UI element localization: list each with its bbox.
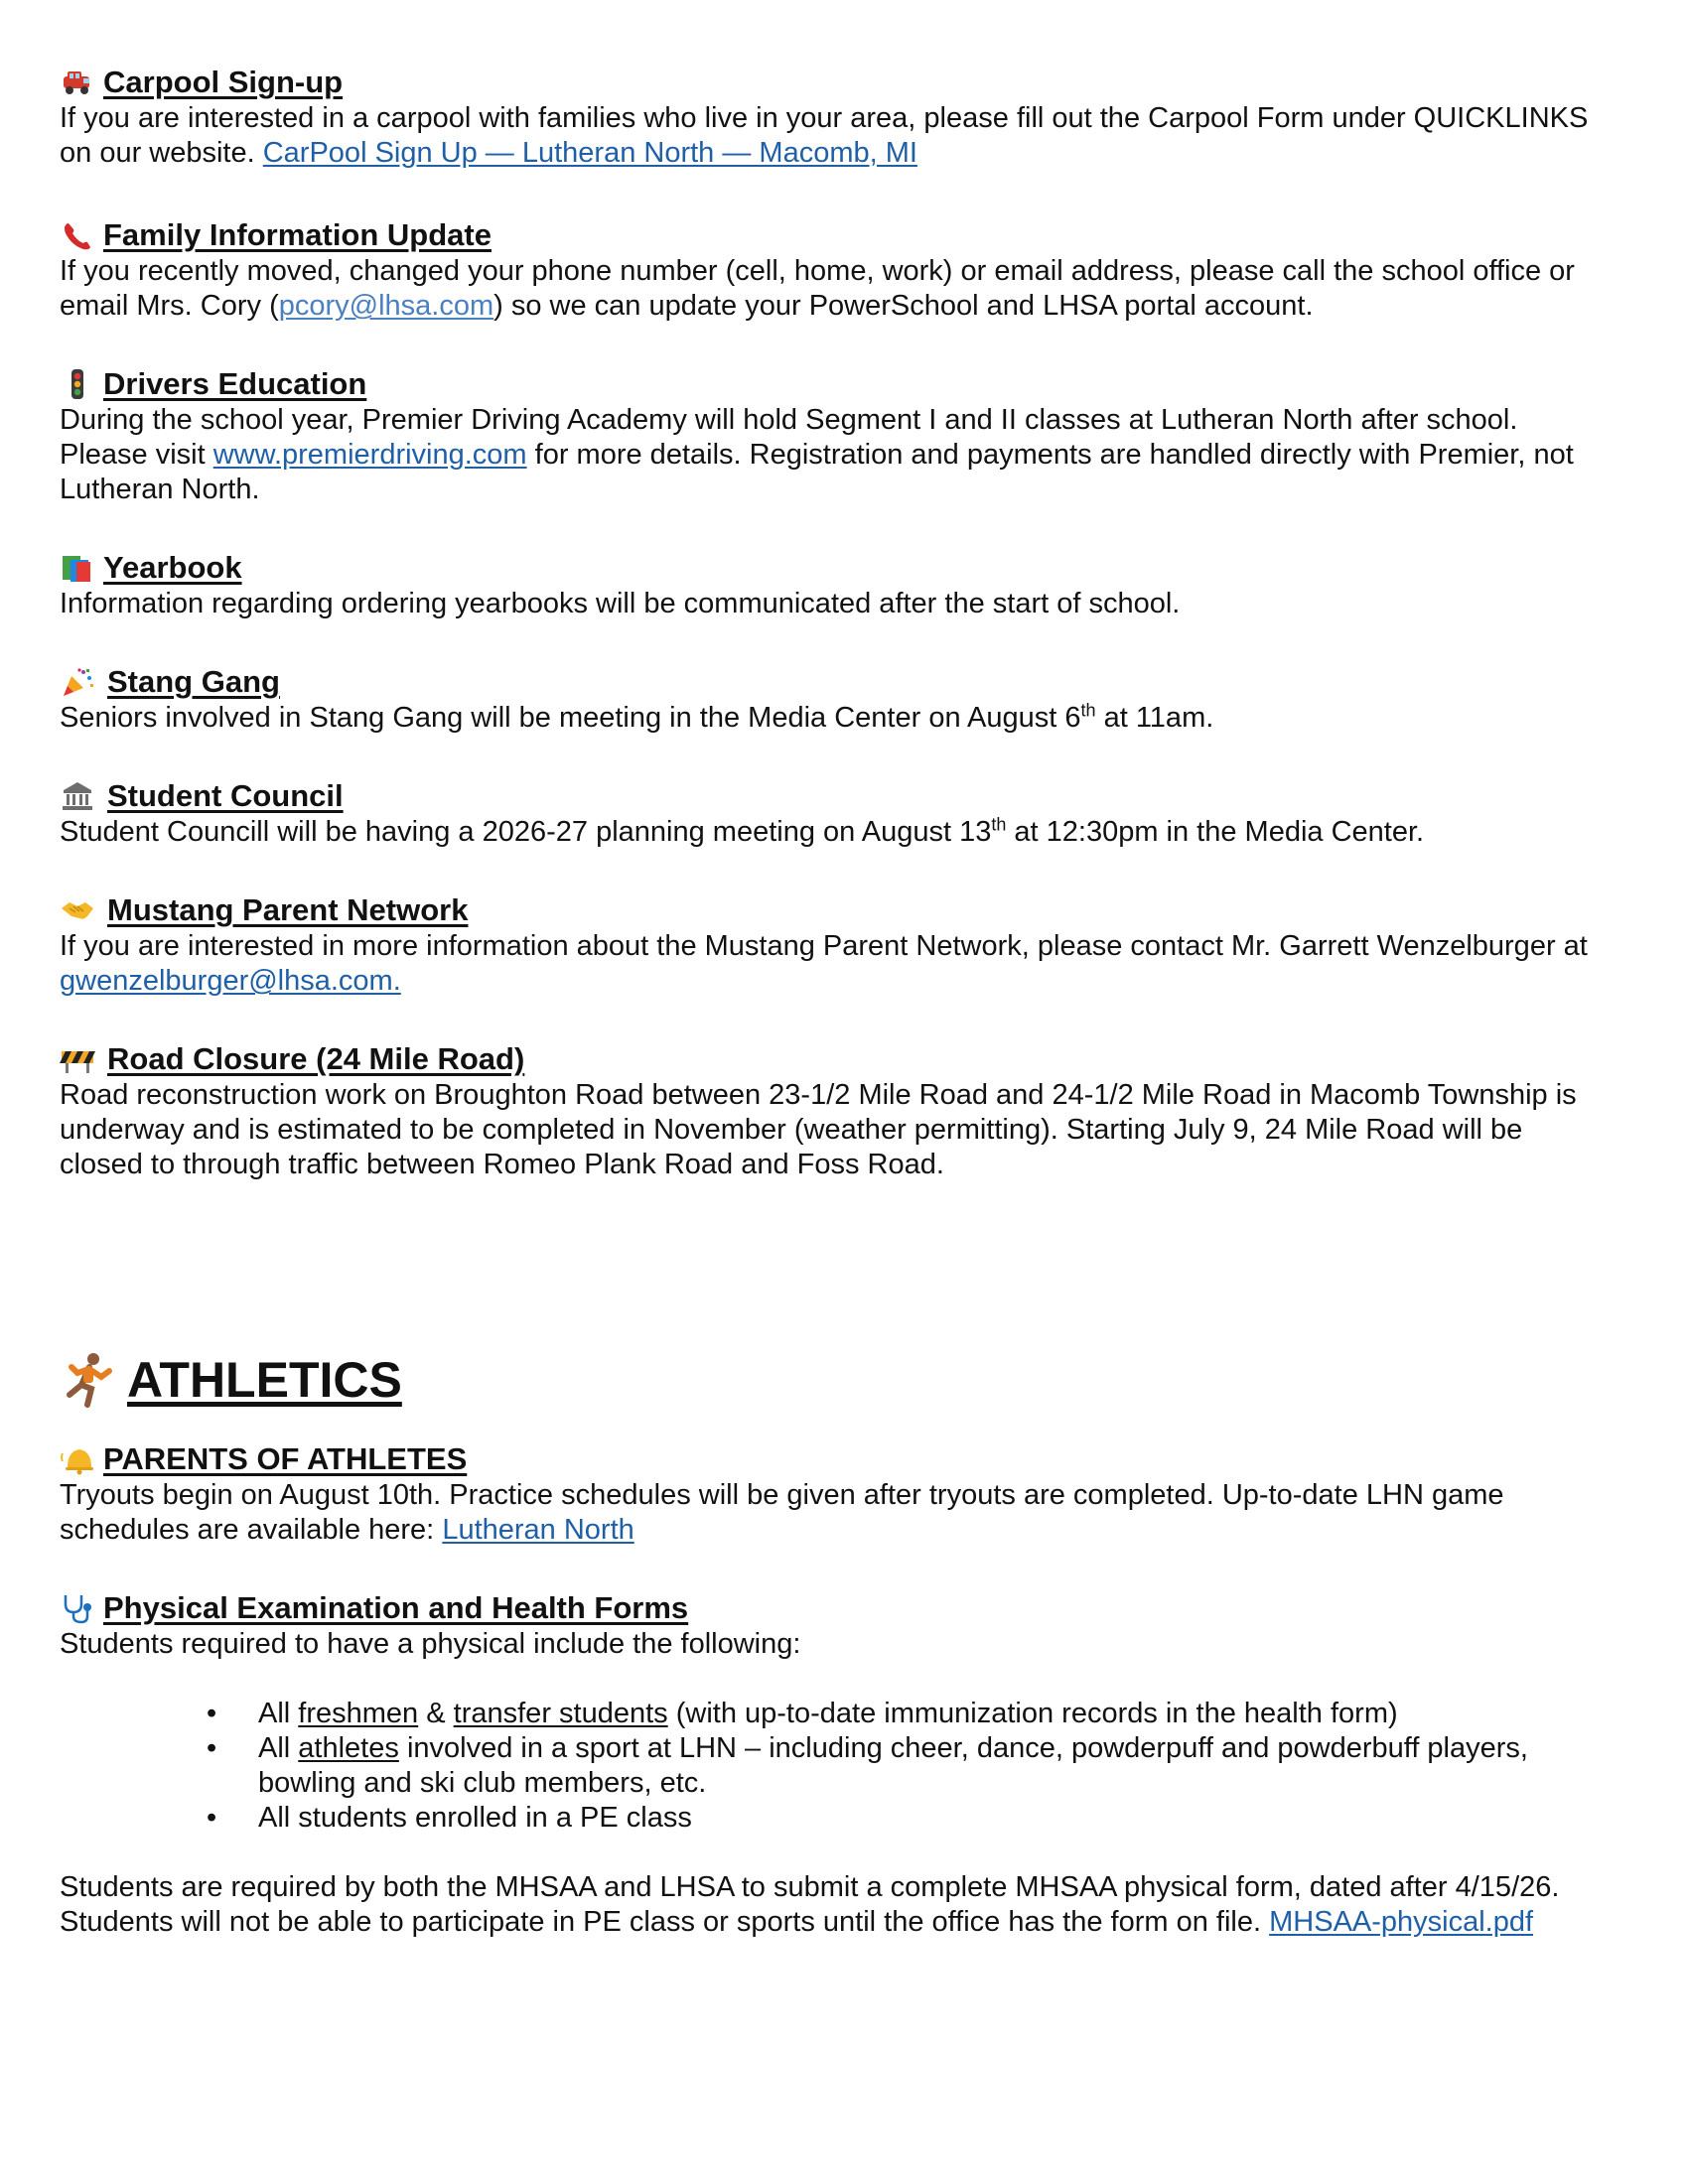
section-mustang-parent-network: [60, 891, 1609, 999]
drivers-ed-body: [60, 403, 1609, 507]
stang-gang-body: [60, 701, 1609, 736]
wenzelburger-email-link[interactable]: gwenzelburger@lhsa.com.: [60, 965, 401, 997]
drivers-ed-text-after: for more details. Registration and payments are handled directly with Premier, not Lutheran North.: [60, 439, 1574, 505]
stang-gang-heading: [60, 663, 1609, 701]
family-info-body: [60, 254, 1609, 324]
section-student-council: [60, 777, 1609, 850]
carpool-text: If you are interested in a carpool with families who live in your area, please fill out the Carpool Form under QUICKLINKS on our website.: [60, 102, 1589, 169]
student-council-sup: th: [991, 814, 1007, 835]
section-parents-of-athletes: [60, 1440, 1609, 1548]
section-family-info: [60, 216, 1609, 324]
student-council-heading: [60, 777, 1609, 815]
section-road-closure: [60, 1040, 1609, 1182]
physical-requirements-list: [60, 1697, 1609, 1836]
athletics-heading: [60, 1351, 1609, 1409]
car-icon: [60, 67, 95, 98]
newsletter-page: [60, 60, 1609, 1940]
handshake-icon: [60, 894, 95, 926]
drivers-ed-heading: [60, 365, 1609, 403]
yearbook-heading: [60, 549, 1609, 587]
family-info-email-link[interactable]: pcory@lhsa.com: [278, 290, 494, 322]
mustang-parent-heading: [60, 891, 1609, 929]
bullet1-pre: All: [258, 1698, 291, 1729]
drivers-ed-title: Drivers Education: [103, 366, 367, 401]
physical-exam-closing: [60, 1870, 1609, 1940]
yearbook-title: Yearbook: [103, 550, 242, 585]
road-closure-heading: [60, 1040, 1609, 1078]
bullet1-post: (with up-to-date immunization records in the health form): [675, 1698, 1398, 1729]
student-council-text-after: at 12:30pm in the Media Center.: [1006, 816, 1425, 848]
bullet2-pre: All: [258, 1732, 291, 1764]
bullet2-post: involved in a sport at LHN – including cheer, dance, powderpuff and powderbuff players, bowling and ski club members, etc.: [258, 1732, 1528, 1799]
physical-closing-text: Students are required by both the MHSAA and LHSA to submit a complete MHSAA physical form, dated after 4/15/26. Students will not be able to participate in PE class or sports until the office has the form on file.: [60, 1871, 1560, 1938]
stethoscope-icon: [60, 1592, 95, 1624]
books-icon: [60, 552, 95, 584]
lutheran-north-link[interactable]: Lutheran North: [442, 1514, 634, 1546]
bullet2-athletes: athletes: [298, 1732, 399, 1764]
mustang-parent-body: [60, 929, 1609, 999]
section-yearbook: [60, 549, 1609, 621]
student-council-title: Student Council: [107, 778, 344, 813]
bullet1-transfer-students: transfer students: [453, 1698, 668, 1729]
road-closure-body: Road reconstruction work on Broughton Road between 23-1/2 Mile Road and 24-1/2 Mile Road in Macomb Township is underway and is estimated to be completed in November (weather permitting). Starting July 9, 24 Mile Road will be closed to through traffic between Romeo Plank Road and Foss Road.: [60, 1079, 1577, 1180]
runner-icon: [60, 1351, 117, 1409]
student-council-body: [60, 815, 1609, 850]
construction-barrier-icon: [60, 1043, 95, 1075]
family-info-text-before: If you recently moved, changed your phone number (cell, home, work) or email address, please call the school office or email Mrs. Cory (: [60, 255, 1575, 322]
student-council-text-before: Student Councill will be having a 2026-27 planning meeting on August 13: [60, 816, 992, 848]
carpool-heading: [60, 64, 1609, 101]
bullet1-freshmen: freshmen: [298, 1698, 419, 1729]
section-stang-gang: [60, 663, 1609, 736]
section-physical-exam: [60, 1589, 1609, 1940]
list-item: [258, 1697, 1609, 1731]
party-popper-icon: [60, 666, 95, 698]
parents-athletes-title: PARENTS OF ATHLETES: [103, 1441, 468, 1476]
mustang-parent-title: Mustang Parent Network: [107, 892, 469, 927]
telephone-icon: [60, 219, 95, 251]
bullet1-amp: &: [426, 1698, 446, 1729]
traffic-light-icon: [60, 368, 95, 400]
section-athletics: [60, 1351, 1609, 1409]
stang-gang-text-after: at 11am.: [1095, 702, 1214, 734]
physical-exam-intro: Students required to have a physical include the following:: [60, 1628, 801, 1660]
carpool-title: Carpool Sign-up: [103, 65, 344, 99]
carpool-body: [60, 101, 1609, 171]
premier-driving-link[interactable]: www.premierdriving.com: [212, 439, 527, 471]
classical-building-icon: [60, 780, 95, 812]
carpool-link[interactable]: CarPool Sign Up — Lutheran North — Macomb, MI: [262, 137, 917, 169]
drivers-ed-text-before: During the school year, Premier Driving Academy will hold Segment I and II classes at Lutheran North after school. Please visit: [60, 404, 1518, 471]
list-item: • All students enrolled in a PE class: [258, 1801, 1609, 1836]
parents-athletes-heading: [60, 1440, 1609, 1478]
stang-gang-text-before: Seniors involved in Stang Gang will be meeting in the Media Center on August 6: [60, 702, 1081, 734]
family-info-heading: [60, 216, 1609, 254]
section-carpool: [60, 64, 1609, 171]
yearbook-body: Information regarding ordering yearbooks will be communicated after the start of school.: [60, 588, 1181, 619]
stang-gang-sup: th: [1080, 700, 1096, 721]
bell-icon: [60, 1443, 95, 1475]
parents-athletes-text: Tryouts begin on August 10th. Practice schedules will be given after tryouts are completed. Up-to-date LHN game schedules are available here:: [60, 1479, 1504, 1546]
family-info-title: Family Information Update: [103, 217, 492, 252]
physical-exam-title: Physical Examination and Health Forms: [103, 1590, 689, 1625]
mustang-parent-text: If you are interested in more information about the Mustang Parent Network, please contact Mr. Garrett Wenzelburger at: [60, 930, 1588, 962]
athletics-title: ATHLETICS: [127, 1352, 402, 1408]
stang-gang-title: Stang Gang: [107, 664, 280, 699]
section-drivers-ed: [60, 365, 1609, 507]
parents-athletes-body: [60, 1478, 1609, 1548]
list-item: [258, 1731, 1609, 1801]
mhsaa-physical-link[interactable]: MHSAA-physical.pdf: [1269, 1906, 1534, 1938]
family-info-text-after: ) so we can update your PowerSchool and LHSA portal account.: [493, 290, 1314, 322]
physical-exam-heading: [60, 1589, 1609, 1627]
road-closure-title: Road Closure (24 Mile Road): [107, 1041, 525, 1076]
